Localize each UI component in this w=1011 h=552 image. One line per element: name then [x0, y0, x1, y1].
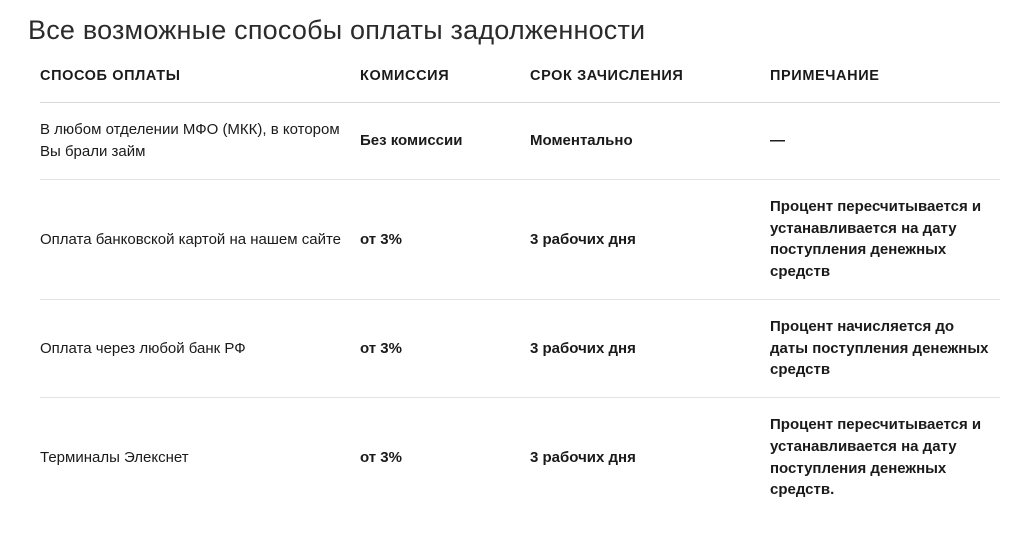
table-row: [40, 398, 1000, 518]
cell-fee: от 3%: [360, 230, 402, 248]
cell-fee: от 3%: [360, 448, 402, 466]
cell-term: 3 рабочих дня: [530, 448, 636, 466]
cell-term: 3 рабочих дня: [530, 230, 636, 248]
table-row: [40, 299, 1000, 397]
table-row: [40, 103, 1000, 180]
cell-term: Моментально: [530, 132, 633, 150]
cell-note: —: [770, 132, 785, 150]
cell-method: Оплата банковской картой на нашем сайте: [40, 230, 342, 248]
table-header-row: [40, 68, 1000, 103]
column-header-note: ПРИМЕЧАНИЕ: [770, 68, 880, 85]
cell-method: В любом отделении МФО (МКК), в котором Вы брали займ: [40, 121, 340, 161]
column-header-term: СРОК ЗАЧИСЛЕНИЯ: [530, 68, 684, 85]
page-title: Все возможные способы оплаты задолженности: [28, 15, 646, 45]
cell-fee: Без комиссии: [360, 132, 463, 150]
column-header-fee: КОМИССИЯ: [360, 68, 450, 85]
cell-term: 3 рабочих дня: [530, 339, 636, 357]
table-header: [40, 68, 1000, 103]
cell-note: Процент пересчитывается и устанавливается на дату поступления денежных средств.: [770, 416, 982, 499]
cell-method: Терминалы Элекснет: [40, 448, 189, 466]
table-row: [40, 179, 1000, 299]
table-body: [40, 103, 1000, 517]
cell-method: Оплата через любой банк РФ: [40, 339, 246, 357]
payment-methods-table: [40, 68, 1000, 517]
cell-fee: от 3%: [360, 339, 402, 357]
column-header-method: СПОСОБ ОПЛАТЫ: [40, 68, 181, 85]
cell-note: Процент начисляется до даты поступления денежных средств: [770, 317, 989, 379]
cell-note: Процент пересчитывается и устанавливается на дату поступления денежных средств: [770, 197, 982, 281]
